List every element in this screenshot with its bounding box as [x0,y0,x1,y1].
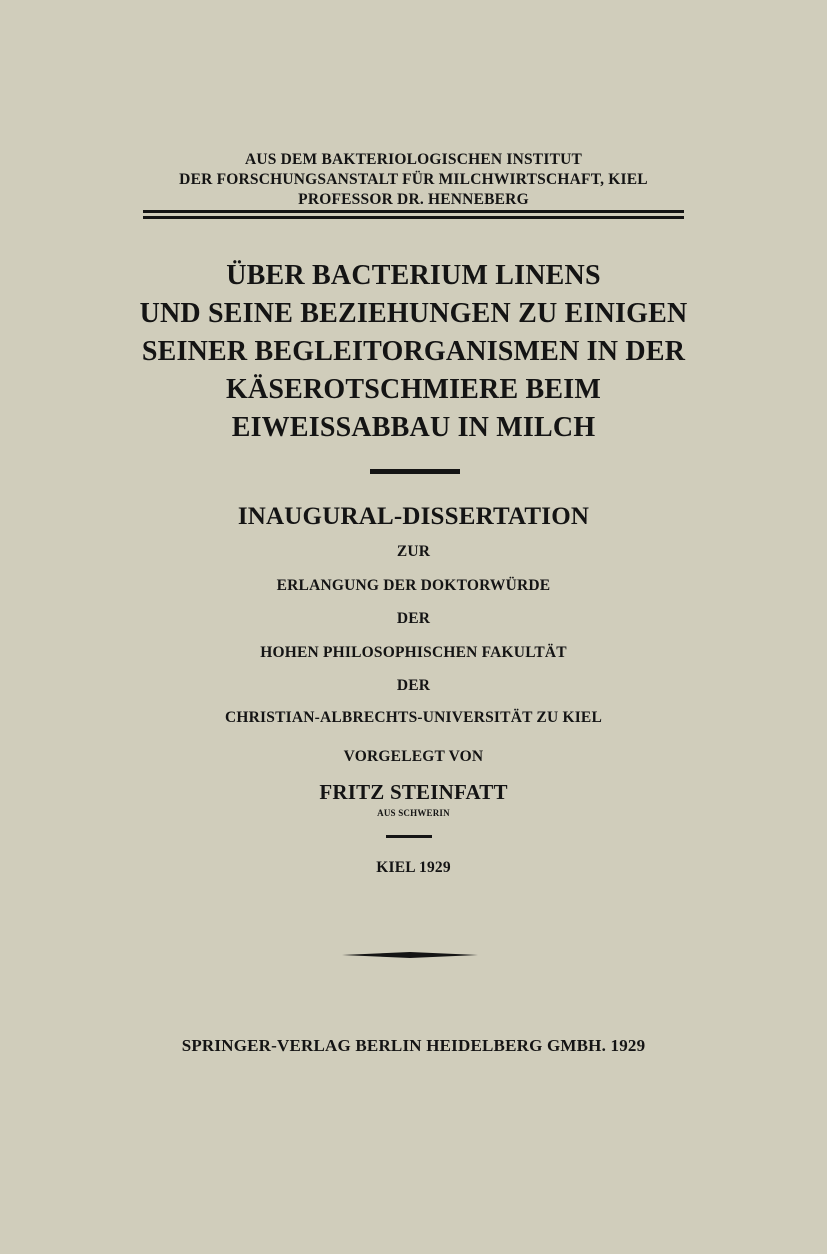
dissertation-der: DER [396,677,431,694]
institute-line: DER FORSCHUNGSANSTALT FÜR MILCHWIRTSCHAFT, KIEL [179,171,648,188]
dissertation-der: DER [396,610,431,627]
dissertation-heading: INAUGURAL-DISSERTATION [237,503,590,530]
dissertation-purpose: ERLANGUNG DER DOKTORWÜRDE [276,577,551,594]
place-year: KIEL 1929 [376,859,451,876]
author-name: FRITZ STEINFATT [319,780,508,804]
author-divider [386,835,432,838]
author-origin: AUS SCHWERIN [377,808,450,818]
title-line: UND SEINE BEZIEHUNGEN ZU EINIGEN [139,298,688,329]
institute-line: AUS DEM BAKTERIOLOGISCHEN INSTITUT [244,151,583,168]
title-line: ÜBER BACTERIUM LINENS [226,260,601,291]
institute-line: PROFESSOR DR. HENNEBERG [298,191,529,208]
university-name: CHRISTIAN-ALBRECHTS-UNIVERSITÄT ZU KIEL [224,709,603,726]
dissertation-zur: ZUR [396,543,431,560]
book-title [0,257,827,447]
title-line: SEINER BEGLEITORGANISMEN IN DER [141,336,686,367]
title-line: KÄSEROTSCHMIERE BEIM [225,374,602,405]
institute-header [0,150,827,210]
title-line: EIWEISSABBAU IN MILCH [231,412,596,443]
title-divider [370,469,460,474]
submitted-by: VORGELEGT VON [343,748,484,765]
ornamental-rule [342,948,478,962]
faculty-name: HOHEN PHILOSOPHISCHEN FAKULTÄT [260,644,567,661]
publisher-imprint: SPRINGER-VERLAG BERLIN HEIDELBERG GMBH. 1929 [181,1036,646,1055]
